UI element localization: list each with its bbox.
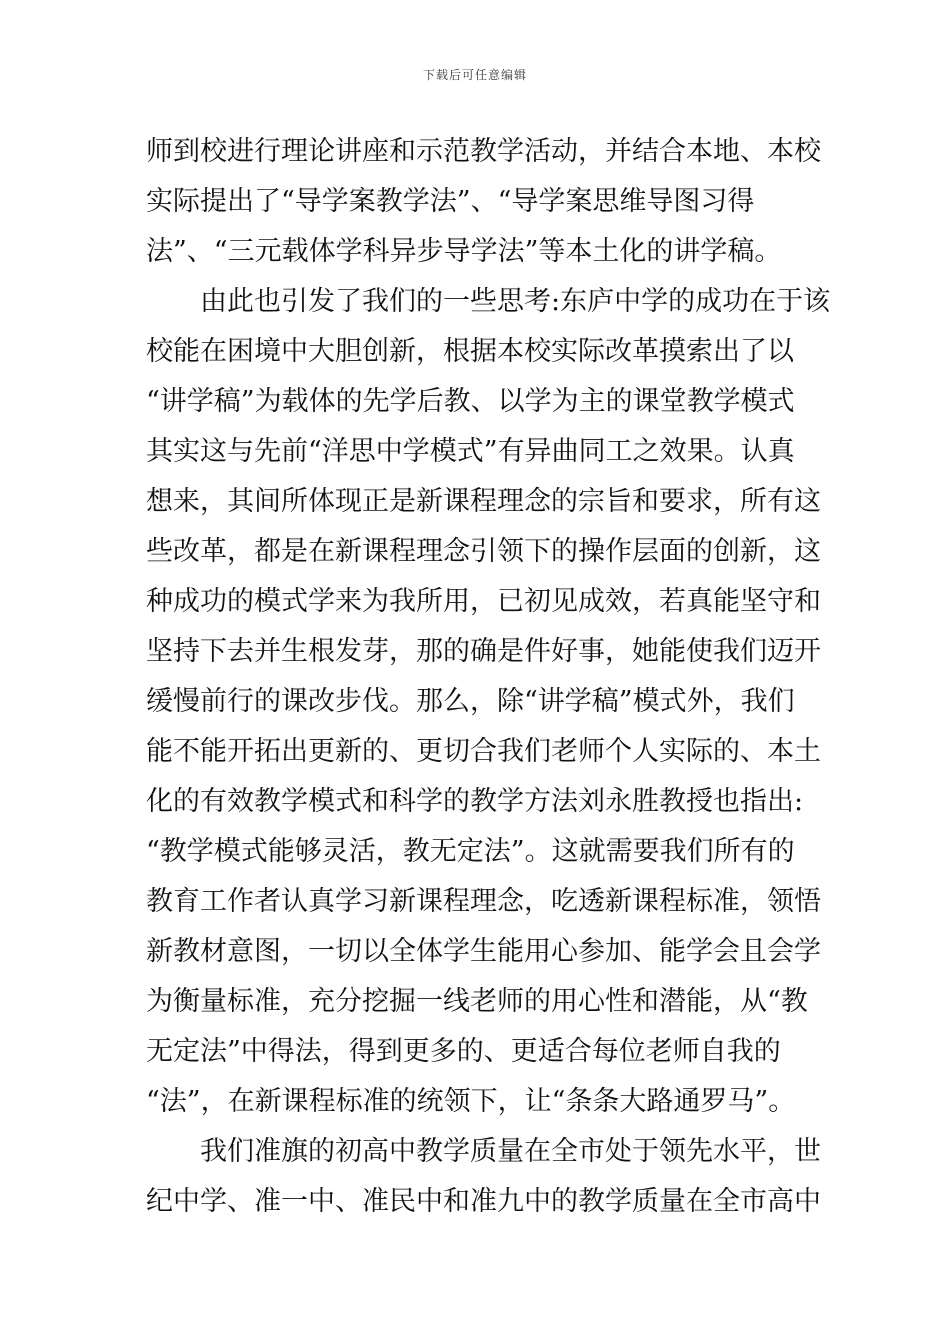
text-line: 教育工作者认真学习新课程理念，吃透新课程标准，领悟 [146, 886, 821, 917]
text-line: 缓慢前行的课改步伐。那么，除“讲学稿”模式外，我们 [146, 686, 795, 717]
text-line: 其实这与先前“洋思中学模式”有异曲同工之效果。认真 [146, 436, 795, 467]
text-line: “教学模式能够灵活，教无定法”。这就需要我们所有的 [146, 836, 795, 867]
text-line: “讲学稿”为载体的先学后教、以学为主的课堂教学模式 [146, 386, 795, 417]
text-line: 新教材意图，一切以全体学生能用心参加、能学会且会学 [146, 936, 821, 967]
text-line: 坚持下去并生根发芽，那的确是件好事，她能使我们迈开 [146, 636, 821, 667]
text-line: 化的有效教学模式和科学的教学方法刘永胜教授也指出: [146, 786, 804, 817]
text-line: “法”，在新课程标准的统领下，让“条条大路通罗马”。 [146, 1086, 796, 1117]
text-line: 些改革，都是在新课程理念引领下的操作层面的创新，这 [146, 536, 821, 567]
text-line: 为衡量标准，充分挖掘一线老师的用心性和潜能，从“教 [146, 986, 808, 1017]
page-header: 下载后可任意编辑 [422, 68, 527, 82]
text-line: 想来，其间所体现正是新课程理念的宗旨和要求，所有这 [146, 486, 821, 517]
text-line: 能不能开拓出更新的、更切合我们老师个人实际的、本土 [146, 736, 821, 767]
text-line: 纪中学、准一中、准民中和准九中的教学质量在全市高中 [146, 1186, 821, 1217]
text-line: 校能在困境中大胆创新，根据本校实际改革摸索出了以 [146, 336, 794, 367]
text-line: 种成功的模式学来为我所用，已初见成效，若真能坚守和 [146, 586, 821, 617]
paragraph-start: 我们准旗的初高中教学质量在全市处于领先水平，世 [200, 1136, 821, 1167]
paragraph-start: 由此也引发了我们的一些思考:东庐中学的成功在于该 [200, 286, 831, 317]
text-line: 无定法”中得法，得到更多的、更适合每位老师自我的 [146, 1036, 781, 1067]
document-body [146, 127, 831, 1227]
text-line: 实际提出了“导学案教学法”、“导学案思维导图习得 [146, 186, 755, 217]
text-line: 师到校进行理论讲座和示范教学活动，并结合本地、本校 [146, 136, 821, 167]
text-line: 法”、“三元载体学科异步导学法”等本土化的讲学稿。 [146, 236, 782, 267]
